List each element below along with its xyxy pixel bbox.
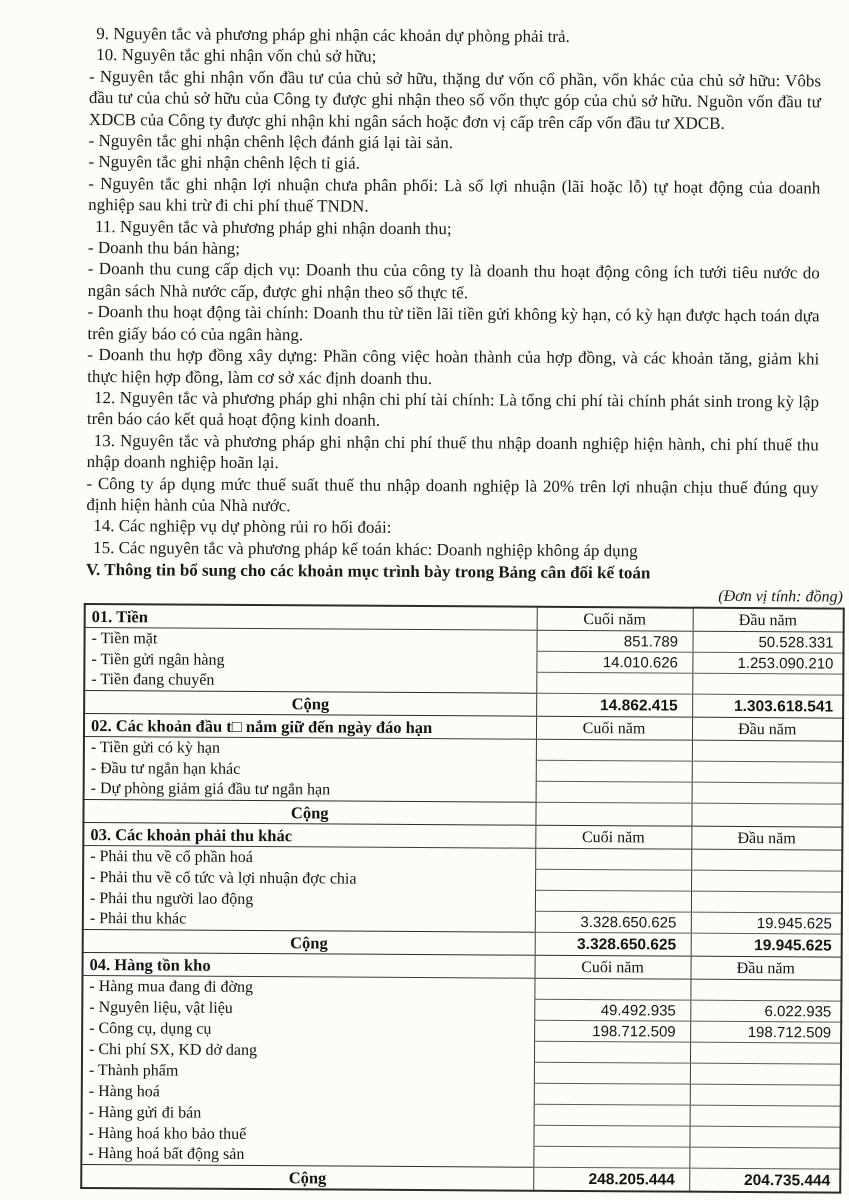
row-value-begin bbox=[691, 849, 842, 871]
row-label: - Hàng hoá kho bảo thuế bbox=[88, 1124, 247, 1143]
note-paragraph: 14. Các nghiệp vụ dự phòng rủi ro hối đoái: bbox=[93, 516, 392, 538]
section-title: 02. Các khoản đầu t□ nắm giữ đến ngày đáo hạn bbox=[84, 714, 536, 740]
note-paragraph: 9. Nguyên tắc và phương pháp ghi nhận các khoản dự phòng phải trả. bbox=[96, 24, 570, 46]
row-value-end bbox=[534, 1104, 690, 1126]
column-header-end: Cuối năm bbox=[537, 607, 693, 631]
row-label: - Phải thu về cổ phần hoá bbox=[90, 847, 253, 866]
row-label: - Tiền mặt bbox=[91, 629, 158, 648]
row-value-begin bbox=[692, 782, 843, 804]
row-value-end bbox=[536, 781, 692, 803]
row-value-begin bbox=[690, 1105, 841, 1127]
row-value-begin bbox=[692, 673, 843, 695]
row-value-end bbox=[535, 869, 691, 891]
row-label: - Thành phẩm bbox=[88, 1061, 179, 1080]
unit-note: (Đơn vị tính: đồng) bbox=[718, 587, 843, 606]
row-value-end bbox=[534, 1041, 690, 1063]
total-value-begin: 204.735.444 bbox=[689, 1168, 840, 1192]
note-paragraph: - Doanh thu bán hàng; bbox=[87, 238, 241, 258]
total-value-end bbox=[535, 802, 691, 826]
section-title: 03. Các khoản phải thu khác bbox=[83, 823, 535, 849]
section-title: 04. Hàng tồn kho bbox=[83, 953, 535, 979]
row-label: - Chi phí SX, KD dở dang bbox=[89, 1040, 258, 1059]
section-v-heading: V. Thông tin bổ sung cho các khoản mục trình bày trong Bảng cân đối kế toán bbox=[85, 560, 651, 583]
row-value-end: 14.010.626 bbox=[536, 651, 692, 673]
row-value-end bbox=[534, 1062, 690, 1084]
row-value-end bbox=[536, 672, 692, 694]
row-value-begin bbox=[691, 870, 842, 892]
column-header-end: Cuối năm bbox=[536, 716, 692, 740]
row-label: - Tiền gửi có kỳ hạn bbox=[90, 738, 221, 757]
row-value-begin bbox=[689, 1126, 840, 1148]
total-label: Cộng bbox=[83, 930, 535, 956]
note-paragraph: - Nguyên tắc ghi nhận chênh lệch đánh giá lại tài sản. bbox=[88, 131, 454, 153]
row-label: - Phải thu người lao động bbox=[89, 889, 254, 908]
row-label: - Dự phòng giảm giá đầu tư ngắn hạn bbox=[90, 780, 331, 799]
row-value-begin bbox=[690, 1063, 841, 1085]
row-value-begin: 50.528.331 bbox=[692, 631, 843, 653]
column-header-begin: Đầu năm bbox=[690, 956, 841, 980]
row-label: - Hàng mua đang đi đờng bbox=[89, 977, 254, 996]
accounting-notes bbox=[0, 0, 849, 563]
total-label: Cộng bbox=[81, 1165, 533, 1191]
column-header-begin: Đầu năm bbox=[691, 826, 842, 850]
note-paragraph: 10. Nguyên tắc ghi nhận vốn chủ sở hữu; bbox=[96, 45, 377, 67]
row-label: - Công cụ, dụng cụ bbox=[89, 1019, 212, 1038]
row-value-begin: 19.945.625 bbox=[691, 912, 842, 934]
table-total-row bbox=[81, 1165, 840, 1193]
row-value-end bbox=[534, 1083, 690, 1105]
row-value-begin: 1.253.090.210 bbox=[692, 652, 843, 674]
row-value-begin bbox=[690, 1084, 841, 1106]
note-paragraph: 11. Nguyên tắc và phương pháp ghi nhận doanh thu; bbox=[95, 216, 452, 238]
row-value-end: 49.492.935 bbox=[534, 999, 690, 1021]
row-value-begin bbox=[689, 1147, 840, 1169]
row-label: - Hàng hoá bbox=[88, 1082, 160, 1101]
note-paragraph: 15. Các nguyên tắc và phương pháp kế toán khác: Doanh nghiệp không áp dụng bbox=[93, 537, 638, 561]
row-value-begin: 198.712.509 bbox=[690, 1021, 841, 1043]
total-label: Cộng bbox=[83, 800, 535, 826]
row-value-end bbox=[535, 848, 691, 870]
row-value-end bbox=[534, 978, 690, 1000]
column-header-begin: Đầu năm bbox=[692, 717, 843, 741]
column-header-end: Cuối năm bbox=[534, 955, 690, 979]
row-label: - Hàng gửi đi bán bbox=[88, 1103, 202, 1122]
note-paragraph: - Doanh thu hợp đồng xây dựng: Phần công việc hoàn thành của hợp đồng, và các khoản tăng, giảm khi thực hiện hợp đồng, làm cơ sở xác định doanh thu. bbox=[87, 345, 820, 388]
column-header-begin: Đầu năm bbox=[693, 608, 844, 632]
note-paragraph: - Nguyên tắc ghi nhận chênh lệch tỉ giá. bbox=[88, 152, 360, 174]
row-value-begin bbox=[692, 740, 843, 762]
row-value-end bbox=[533, 1125, 689, 1147]
row-label: - Đầu tư ngắn hạn khác bbox=[90, 759, 241, 778]
row-value-end bbox=[533, 1146, 689, 1168]
note-paragraph: - Công ty áp dụng mức thuế suất thuế thu nhập doanh nghiệp là 20% trên lợi nhuận chịu thuế đúng quy định hiện hành của Nhà nước. bbox=[86, 473, 819, 516]
row-value-begin: 6.022.935 bbox=[690, 1000, 841, 1022]
note-paragraph: - Nguyên tắc ghi nhận lợi nhuận chưa phân phối: Là số lợi nhuận (lãi hoặc lỗ) tự hoạt động của doanh nghiệp sau khi trừ đi chi phí thuế TNDN. bbox=[88, 173, 821, 216]
row-label: - Hàng hoá bất động sản bbox=[88, 1145, 245, 1164]
column-header-end: Cuối năm bbox=[535, 825, 691, 849]
section-title: 01. Tiền bbox=[85, 604, 537, 630]
total-value-begin: 19.945.625 bbox=[691, 933, 842, 957]
row-value-begin bbox=[690, 1042, 841, 1064]
note-paragraph: 12. Nguyên tắc và phương pháp ghi nhận chi phí tài chính: Là tổng chi phí tài chính phát sinh trong kỳ lập trên báo cáo kết quả hoạt động kinh doanh. bbox=[86, 387, 820, 431]
row-value-end bbox=[535, 890, 691, 912]
row-value-end: 851.789 bbox=[536, 630, 692, 652]
row-label: - Phải thu khác bbox=[89, 910, 187, 929]
total-value-end: 3.328.650.625 bbox=[535, 932, 691, 956]
row-label: - Tiền đang chuyển bbox=[91, 671, 215, 690]
row-value-begin bbox=[692, 761, 843, 783]
row-label: - Nguyên liệu, vật liệu bbox=[89, 998, 233, 1017]
row-value-begin bbox=[691, 891, 842, 913]
total-value-end: 248.205.444 bbox=[533, 1167, 689, 1191]
note-paragraph: - Doanh thu cung cấp dịch vụ: Doanh thu của công ty là doanh thu hoạt động công ích tưới tiêu nước do ngân sách Nhà nước cấp, được ghi nhận theo số thực tế. bbox=[87, 259, 820, 303]
row-value-end: 198.712.509 bbox=[534, 1020, 690, 1042]
note-paragraph: - Doanh thu hoạt động tài chính: Doanh thu từ tiền lãi tiền gửi không kỳ hạn, có kỳ hạn được hạch toán dựa trên giấy báo có của ngân hàng. bbox=[87, 302, 820, 344]
total-value-begin: 1.303.618.541 bbox=[692, 694, 843, 718]
note-paragraph: - Nguyên tắc ghi nhận vốn đầu tư của chủ sở hữu, thặng dư vốn cổ phần, vốn khác của chủ sở hữu: Vôbs đầu tư của chủ sở hữu của Công ty được ghi nhận theo số vốn thực góp của chủ sở hữu. Nguồn vốn đầu tư XDCB của Công ty được ghi nhận khi ngân sách hoặc đơn vị cấp trên cấp vốn đầu tư XDCB. bbox=[88, 66, 822, 133]
row-label: - Tiền gửi ngân hàng bbox=[91, 650, 225, 669]
total-value-end: 14.862.415 bbox=[536, 693, 692, 717]
row-value-end bbox=[536, 739, 692, 761]
row-label: - Phải thu về cổ tức và lợi nhuận đợc chia bbox=[90, 868, 357, 888]
balance-sheet-notes-table bbox=[80, 603, 843, 1194]
total-label: Cộng bbox=[84, 691, 536, 717]
row-value-end bbox=[536, 760, 692, 782]
total-value-begin bbox=[691, 803, 842, 827]
row-value-end: 3.328.650.625 bbox=[535, 911, 691, 933]
row-value-begin bbox=[690, 979, 841, 1001]
note-paragraph: 13. Nguyên tắc và phương pháp ghi nhận chi phí thuế thu nhập doanh nghiệp hiện hành, chi phí thuế thu nhập doanh nghiệp hoãn lại. bbox=[86, 430, 819, 473]
